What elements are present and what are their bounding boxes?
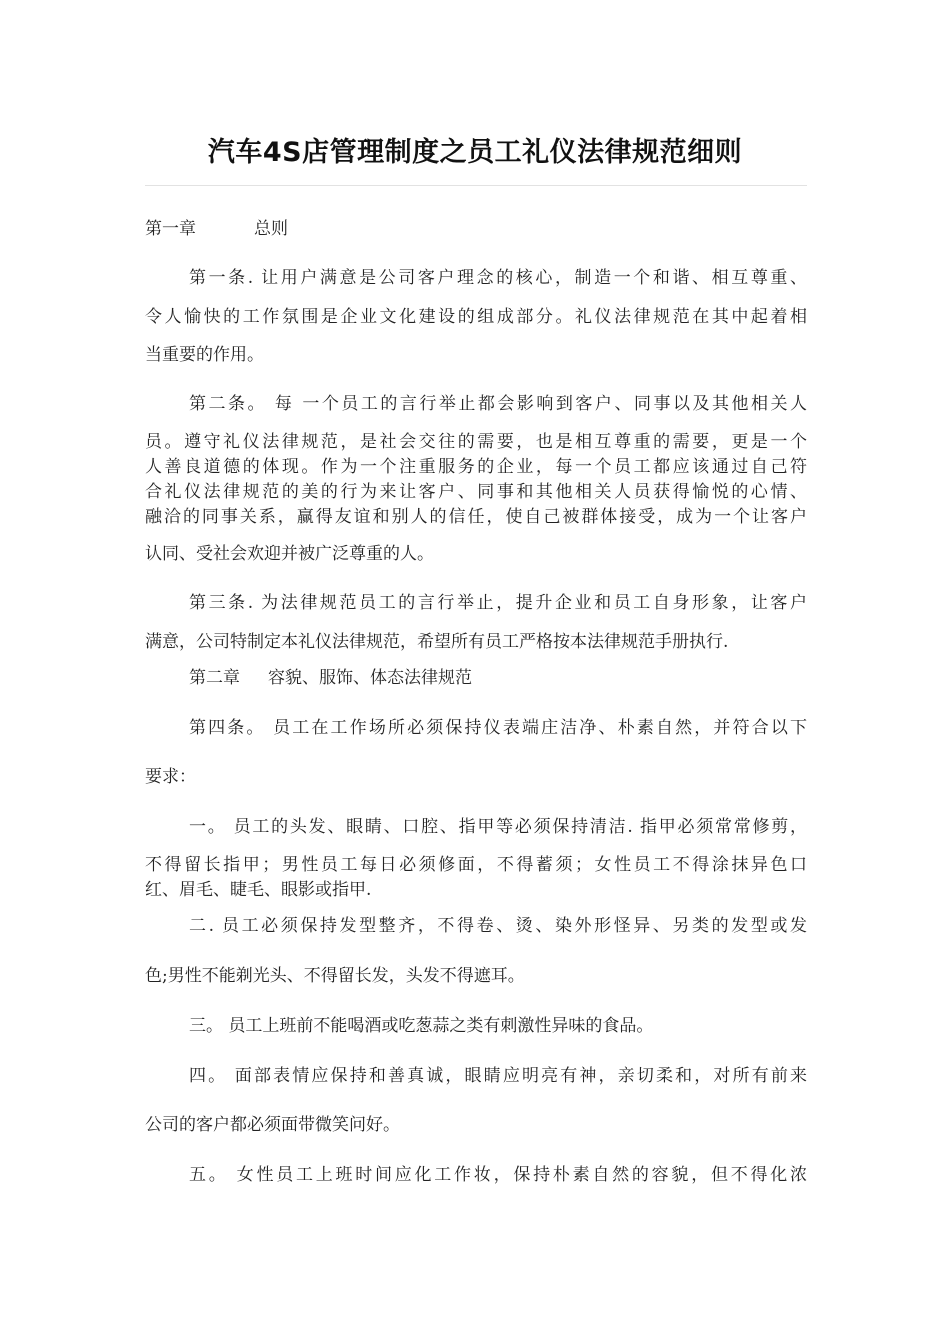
paragraph-line: 融洽的同事关系，赢得友谊和别人的信任，使自己被群体接受，成为一个让客户 xyxy=(145,507,807,527)
title-divider xyxy=(145,185,807,186)
paragraph-line: 令人愉快的工作氛围是企业文化建设的组成部分。礼仪法律规范在其中起着相 xyxy=(145,307,807,327)
chapter-number: 第一章 xyxy=(145,219,196,239)
paragraph-line: 当重要的作用。 xyxy=(145,345,264,365)
paragraph-line: 满意，公司特制定本礼仪法律规范，希望所有员工严格按本法律规范手册执行. xyxy=(145,632,729,652)
paragraph-line: 四。 面部表情应保持和善真诚，眼睛应明亮有神，亲切柔和，对所有前来 xyxy=(189,1066,807,1086)
paragraph-line: 一。 员工的头发、眼睛、口腔、指甲等必须保持清洁. 指甲必须常常修剪， xyxy=(189,817,807,837)
chapter-name: 容貌、服饰、体态法律规范 xyxy=(268,668,472,688)
paragraph-line: 色;男性不能剃光头、不得留长发，头发不得遮耳。 xyxy=(145,966,525,986)
paragraph-line: 认同、受社会欢迎并被广泛尊重的人。 xyxy=(145,544,434,564)
chapter-heading-2 xyxy=(189,667,807,689)
paragraph-line: 第二条。 每 一个员工的言行举止都会影响到客户、同事以及其他相关人 xyxy=(189,394,807,414)
paragraph-line: 人善良道德的体现。作为一个注重服务的企业，每一个员工都应该通过自己符 xyxy=(145,457,807,477)
chapter-name: 总则 xyxy=(254,219,288,239)
paragraph-line: 红、眉毛、睫毛、眼影或指甲. xyxy=(145,880,372,900)
paragraph-line: 要求： xyxy=(145,767,196,787)
paragraph-line: 第四条。 员工在工作场所必须保持仪表端庄洁净、朴素自然，并符合以下 xyxy=(189,718,807,738)
paragraph-line: 二. 员工必须保持发型整齐，不得卷、烫、染外形怪异、另类的发型或发 xyxy=(189,916,807,936)
paragraph-line: 第三条. 为法律规范员工的言行举止，提升企业和员工自身形象，让客户 xyxy=(189,593,807,613)
paragraph-line: 第一条. 让用户满意是公司客户理念的核心，制造一个和谐、相互尊重、 xyxy=(189,268,807,288)
paragraph-line: 员。遵守礼仪法律规范，是社会交往的需要，也是相互尊重的需要，更是一个 xyxy=(145,432,807,452)
paragraph-line: 公司的客户都必须面带微笑问好。 xyxy=(145,1115,400,1135)
chapter-heading-1 xyxy=(145,218,807,240)
document-title: 汽车4S店管理制度之员工礼仪法律规范细则 xyxy=(207,137,743,168)
chapter-number: 第二章 xyxy=(189,668,240,688)
paragraph-line: 三。 员工上班前不能喝酒或吃葱蒜之类有刺激性异味的食品。 xyxy=(189,1016,654,1036)
paragraph-line: 不得留长指甲；男性员工每日必须修面，不得蓄须；女性员工不得涂抹异色口 xyxy=(145,855,807,875)
paragraph-line: 五。 女性员工上班时间应化工作妆，保持朴素自然的容貌，但不得化浓 xyxy=(189,1165,807,1185)
paragraph-line: 合礼仪法律规范的美的行为来让客户、同事和其他相关人员获得愉悦的心情、 xyxy=(145,482,807,502)
